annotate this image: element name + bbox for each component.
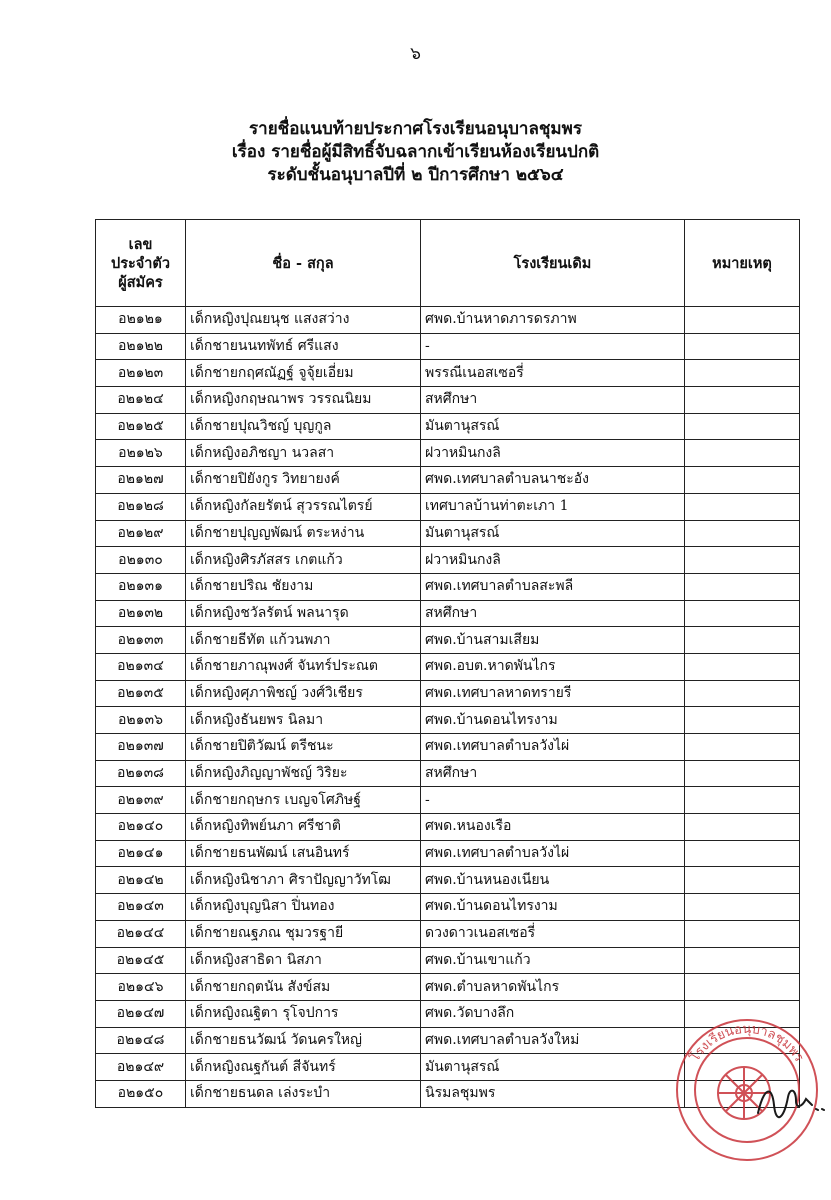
cell-name: เด็กชายกฤษกร เบญจโศภิษฐ์ — [186, 787, 421, 814]
cell-previous-school: - — [421, 787, 685, 814]
cell-applicant-id: อ๒๑๓๗ — [96, 734, 186, 761]
cell-remark — [685, 707, 800, 734]
cell-name: เด็กชายภาณุพงศ์ จันทร์ประณต — [186, 653, 421, 680]
cell-applicant-id: อ๒๑๒๘ — [96, 493, 186, 520]
table-row — [96, 440, 800, 467]
cell-previous-school: สหศึกษา — [421, 760, 685, 787]
cell-remark — [685, 413, 800, 440]
cell-applicant-id: อ๒๑๓๙ — [96, 787, 186, 814]
cell-remark — [685, 493, 800, 520]
cell-applicant-id: อ๒๑๒๖ — [96, 440, 186, 467]
cell-applicant-id: อ๒๑๔๕ — [96, 947, 186, 974]
cell-previous-school: - — [421, 333, 685, 360]
cell-name: เด็กหญิงบุญนิสา ปิ่นทอง — [186, 894, 421, 921]
document-heading — [0, 118, 831, 187]
table-header-row — [96, 220, 800, 307]
signature — [750, 1075, 830, 1125]
cell-previous-school: นิรมลชุมพร — [421, 1080, 685, 1107]
cell-name: เด็กหญิงทิพย์นภา ศรีชาติ — [186, 814, 421, 841]
cell-previous-school: ฝวาหมินกงลิ — [421, 440, 685, 467]
header-id-line-2: ประจำตัว — [111, 254, 170, 272]
heading-line-2: เรื่อง รายชื่อผู้มีสิทธิ์จับฉลากเข้าเรียนห้องเรียนปกติ — [231, 142, 600, 162]
cell-name: เด็กชายกฤตนัน สังข์สม — [186, 974, 421, 1001]
cell-name: เด็กหญิงภิญญาพัชญ์ วิริยะ — [186, 760, 421, 787]
table-row — [96, 467, 800, 494]
cell-applicant-id: อ๒๑๔๒ — [96, 867, 186, 894]
cell-applicant-id: อ๒๑๔๙ — [96, 1054, 186, 1081]
cell-previous-school: ศพด.วัดบางลึก — [421, 1000, 685, 1027]
table-row — [96, 333, 800, 360]
cell-name: เด็กหญิงศุภาพิชญ์ วงศ์วิเชียร — [186, 680, 421, 707]
heading-line-1: รายชื่อแนบท้ายประกาศโรงเรียนอนุบาลชุมพร — [249, 119, 582, 139]
cell-name: เด็กชายณฐภณ ชุมวรฐายี — [186, 920, 421, 947]
cell-previous-school: มันตานุสรณ์ — [421, 413, 685, 440]
table-row — [96, 573, 800, 600]
cell-name: เด็กชายธีทัต แก้วนพภา — [186, 627, 421, 654]
cell-name: เด็กหญิงกฤษณาพร วรรณนิยม — [186, 387, 421, 414]
cell-remark — [685, 814, 800, 841]
cell-remark — [685, 920, 800, 947]
cell-applicant-id: อ๒๑๔๘ — [96, 1027, 186, 1054]
header-previous-school: โรงเรียนเดิม — [421, 220, 685, 307]
applicant-table — [95, 219, 800, 1108]
cell-remark — [685, 440, 800, 467]
cell-applicant-id: อ๒๑๔๖ — [96, 974, 186, 1001]
cell-name: เด็กชายนนทพัทธ์ ศรีแสง — [186, 333, 421, 360]
cell-remark — [685, 627, 800, 654]
cell-name: เด็กชายปิยังกูร วิทยายงค์ — [186, 467, 421, 494]
cell-previous-school: ศพด.เทศบาลตำบลวังใหม่ — [421, 1027, 685, 1054]
cell-applicant-id: อ๒๑๒๔ — [96, 387, 186, 414]
cell-applicant-id: อ๒๑๒๒ — [96, 333, 186, 360]
cell-remark — [685, 387, 800, 414]
table-row — [96, 894, 800, 921]
cell-previous-school: ศพด.อบต.หาดพันไกร — [421, 653, 685, 680]
cell-previous-school: ศพด.เทศบาลตำบลสะพลี — [421, 573, 685, 600]
cell-previous-school: มันตานุสรณ์ — [421, 520, 685, 547]
cell-name: เด็กชายปริณ ชัยงาม — [186, 573, 421, 600]
cell-applicant-id: อ๒๑๒๑ — [96, 307, 186, 334]
table-row — [96, 520, 800, 547]
cell-remark — [685, 947, 800, 974]
table-row — [96, 360, 800, 387]
cell-previous-school: ศพด.เทศบาลหาดทรายรี — [421, 680, 685, 707]
cell-applicant-id: อ๒๑๔๗ — [96, 1000, 186, 1027]
cell-remark — [685, 680, 800, 707]
cell-previous-school: ฝวาหมินกงลิ — [421, 547, 685, 574]
cell-applicant-id: อ๒๑๓๓ — [96, 627, 186, 654]
table-row — [96, 707, 800, 734]
table-row — [96, 547, 800, 574]
cell-remark — [685, 867, 800, 894]
table-row — [96, 734, 800, 761]
cell-applicant-id: อ๒๑๓๕ — [96, 680, 186, 707]
table-row — [96, 627, 800, 654]
page-number: ๖ — [410, 44, 421, 64]
cell-name: เด็กหญิงณฐกันต์ สีจันทร์ — [186, 1054, 421, 1081]
header-remark: หมายเหตุ — [685, 220, 800, 307]
heading-line-3: ระดับชั้นอนุบาลปีที่ ๒ ปีการศึกษา ๒๕๖๔ — [267, 165, 564, 185]
cell-previous-school: ศพด.บ้านดอนไทรงาม — [421, 894, 685, 921]
cell-name: เด็กชายปุญญพัฒน์ ตระหง่าน — [186, 520, 421, 547]
cell-remark — [685, 600, 800, 627]
cell-remark — [685, 653, 800, 680]
table-row — [96, 974, 800, 1001]
cell-applicant-id: อ๒๑๓๘ — [96, 760, 186, 787]
cell-remark — [685, 547, 800, 574]
cell-previous-school: ดวงดาวเนอสเซอรี่ — [421, 920, 685, 947]
cell-name: เด็กชายธนวัฒน์ วัดนครใหญ่ — [186, 1027, 421, 1054]
cell-previous-school: ศพด.บ้านเขาแก้ว — [421, 947, 685, 974]
table-row — [96, 653, 800, 680]
cell-remark — [685, 840, 800, 867]
table-row — [96, 387, 800, 414]
cell-applicant-id: อ๒๑๔๓ — [96, 894, 186, 921]
cell-remark — [685, 787, 800, 814]
cell-remark — [685, 894, 800, 921]
cell-name: เด็กหญิงศิรภัสสร เกตแก้ว — [186, 547, 421, 574]
cell-applicant-id: อ๒๑๓๐ — [96, 547, 186, 574]
cell-remark — [685, 333, 800, 360]
cell-previous-school: ศพด.เทศบาลตำบลนาชะอัง — [421, 467, 685, 494]
cell-name: เด็กหญิงณฐิตา รุโจปการ — [186, 1000, 421, 1027]
table-row — [96, 680, 800, 707]
cell-remark — [685, 360, 800, 387]
table-row — [96, 600, 800, 627]
cell-remark — [685, 573, 800, 600]
cell-applicant-id: อ๒๑๒๓ — [96, 360, 186, 387]
cell-previous-school: พรรณีเนอสเซอรี่ — [421, 360, 685, 387]
table-row — [96, 947, 800, 974]
table-row — [96, 413, 800, 440]
cell-remark — [685, 760, 800, 787]
table-row — [96, 920, 800, 947]
cell-remark — [685, 307, 800, 334]
header-id-line-3: ผู้สมัคร — [118, 273, 163, 291]
cell-previous-school: ศพด.บ้านสามเสียม — [421, 627, 685, 654]
table-row — [96, 840, 800, 867]
cell-applicant-id: อ๒๑๔๑ — [96, 840, 186, 867]
header-applicant-id — [96, 220, 186, 307]
cell-name: เด็กชายธนดล เล่งระบำ — [186, 1080, 421, 1107]
cell-name: เด็กหญิงชวัลรัตน์ พลนารุด — [186, 600, 421, 627]
table-row — [96, 307, 800, 334]
cell-name: เด็กชายกฤศณัฏฐ์ จูจุ้ยเอี่ยม — [186, 360, 421, 387]
table-row — [96, 760, 800, 787]
cell-remark — [685, 734, 800, 761]
cell-applicant-id: อ๒๑๒๕ — [96, 413, 186, 440]
cell-previous-school: ศพด.บ้านหนองเนียน — [421, 867, 685, 894]
cell-previous-school: ศพด.เทศบาลตำบลวังไผ่ — [421, 734, 685, 761]
cell-previous-school: เทศบาลบ้านท่าตะเภา 1 — [421, 493, 685, 520]
cell-name: เด็กหญิงอภิชญา นวลสา — [186, 440, 421, 467]
stamp-text: โรงเรียนอนุบาลชุมพร — [687, 1021, 807, 1065]
cell-name: เด็กหญิงธันยพร นิลมา — [186, 707, 421, 734]
table-row — [96, 814, 800, 841]
cell-name: เด็กหญิงปุณยนุช แสงสว่าง — [186, 307, 421, 334]
header-name: ชื่อ - สกุล — [186, 220, 421, 307]
cell-applicant-id: อ๒๑๔๐ — [96, 814, 186, 841]
cell-name: เด็กหญิงนิชาภา ศิราปัญญาวัทโฒ — [186, 867, 421, 894]
cell-name: เด็กชายธนพัฒน์ เสนอินทร์ — [186, 840, 421, 867]
cell-applicant-id: อ๒๑๓๒ — [96, 600, 186, 627]
table-row — [96, 867, 800, 894]
cell-remark — [685, 974, 800, 1001]
header-id-line-1: เลข — [128, 235, 153, 253]
cell-applicant-id: อ๒๑๒๙ — [96, 520, 186, 547]
cell-previous-school: ศพด.บ้านดอนไทรงาม — [421, 707, 685, 734]
cell-remark — [685, 467, 800, 494]
cell-previous-school: ศพด.เทศบาลตำบลวังไผ่ — [421, 840, 685, 867]
table-row — [96, 787, 800, 814]
table-body — [96, 307, 800, 1108]
table-row — [96, 493, 800, 520]
cell-applicant-id: อ๒๑๕๐ — [96, 1080, 186, 1107]
cell-name: เด็กชายปุณวิชญ์ บุญกูล — [186, 413, 421, 440]
cell-applicant-id: อ๒๑๔๔ — [96, 920, 186, 947]
cell-previous-school: ศพด.บ้านหาดภารดรภาพ — [421, 307, 685, 334]
cell-previous-school: สหศึกษา — [421, 600, 685, 627]
cell-applicant-id: อ๒๑๓๔ — [96, 653, 186, 680]
cell-applicant-id: อ๒๑๓๖ — [96, 707, 186, 734]
cell-name: เด็กชายปิติวัฒน์ ตรีชนะ — [186, 734, 421, 761]
cell-previous-school: ศพด.หนองเรือ — [421, 814, 685, 841]
cell-previous-school: สหศึกษา — [421, 387, 685, 414]
cell-name: เด็กหญิงสาธิดา นิสภา — [186, 947, 421, 974]
cell-remark — [685, 520, 800, 547]
cell-previous-school: มันตานุสรณ์ — [421, 1054, 685, 1081]
cell-previous-school: ศพด.ตำบลหาดพันไกร — [421, 974, 685, 1001]
cell-applicant-id: อ๒๑๒๗ — [96, 467, 186, 494]
cell-applicant-id: อ๒๑๓๑ — [96, 573, 186, 600]
cell-name: เด็กหญิงกัลยรัตน์ สุวรรณไตรย์ — [186, 493, 421, 520]
